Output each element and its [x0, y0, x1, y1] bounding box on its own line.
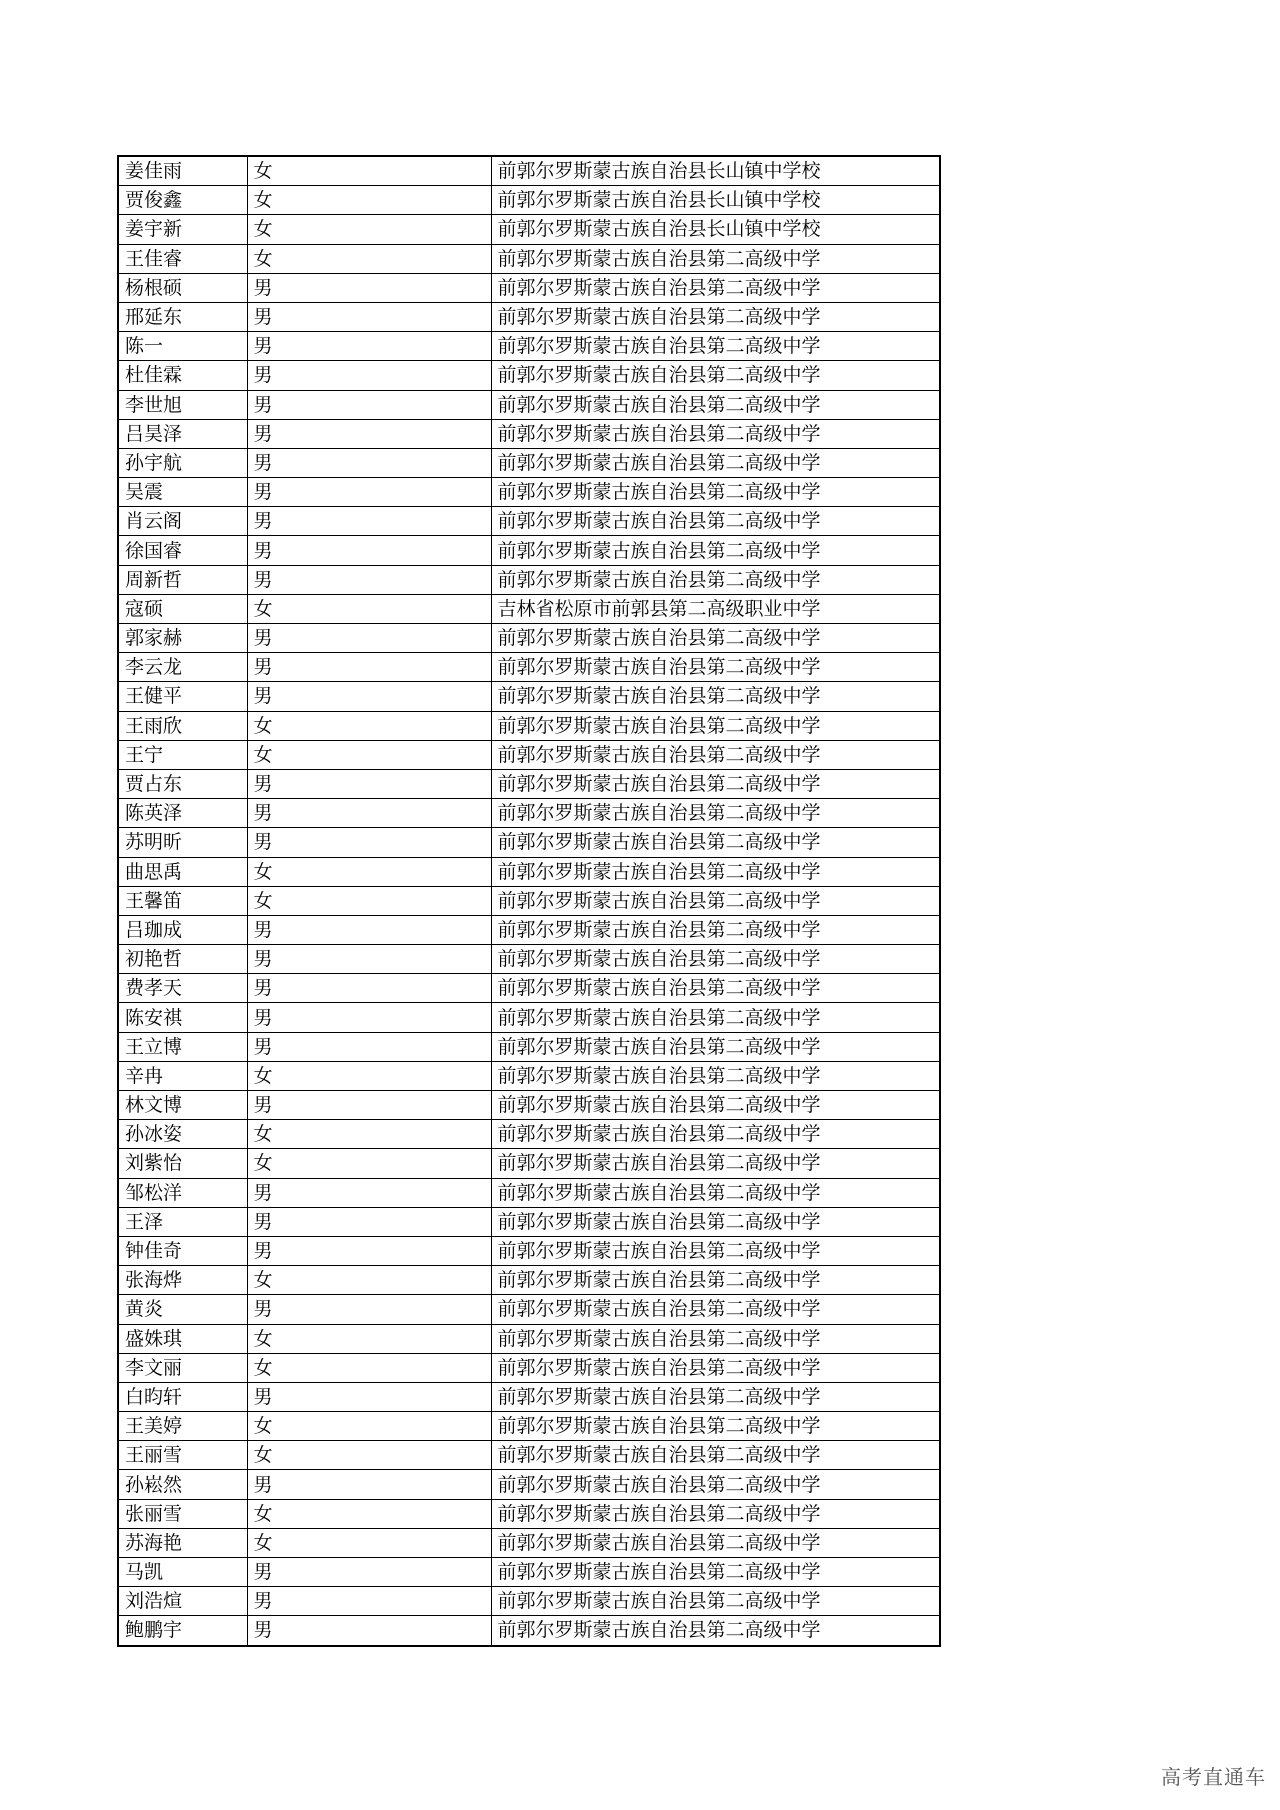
gender-cell: 男: [247, 1236, 491, 1265]
school-cell: 前郭尔罗斯蒙古族自治县第二高级中学: [491, 1149, 940, 1178]
gender-cell: 男: [247, 1558, 491, 1587]
school-cell: 前郭尔罗斯蒙古族自治县第二高级中学: [491, 1587, 940, 1616]
gender-cell: 女: [247, 1266, 491, 1295]
student-name-cell: 李文丽: [118, 1353, 247, 1382]
gender-cell: 男: [247, 1587, 491, 1616]
student-name-cell: 吕昊泽: [118, 419, 247, 448]
table-row: [118, 1528, 940, 1557]
table-row: [118, 1149, 940, 1178]
student-name-cell: 辛冉: [118, 1061, 247, 1090]
student-name-cell: 王雨欣: [118, 711, 247, 740]
table-row: [118, 1412, 940, 1441]
student-name-cell: 刘紫怡: [118, 1149, 247, 1178]
student-name-cell: 孙冰姿: [118, 1120, 247, 1149]
school-cell: 前郭尔罗斯蒙古族自治县第二高级中学: [491, 1528, 940, 1557]
gender-cell: 女: [247, 1149, 491, 1178]
gender-cell: 男: [247, 565, 491, 594]
table-row: [118, 799, 940, 828]
table-row: [118, 156, 940, 186]
student-name-cell: 林文博: [118, 1091, 247, 1120]
school-cell: 前郭尔罗斯蒙古族自治县第二高级中学: [491, 1558, 940, 1587]
school-cell: 吉林省松原市前郭县第二高级职业中学: [491, 594, 940, 623]
gender-cell: 女: [247, 156, 491, 186]
table-row: [118, 857, 940, 886]
student-name-cell: 郭家赫: [118, 624, 247, 653]
table-row: [118, 594, 940, 623]
gender-cell: 男: [247, 915, 491, 944]
table-row: [118, 1558, 940, 1587]
student-name-cell: 苏明昕: [118, 828, 247, 857]
gender-cell: 男: [247, 1178, 491, 1207]
student-name-cell: 贾俊鑫: [118, 186, 247, 215]
gender-cell: 女: [247, 1324, 491, 1353]
school-cell: 前郭尔罗斯蒙古族自治县长山镇中学校: [491, 186, 940, 215]
school-cell: 前郭尔罗斯蒙古族自治县第二高级中学: [491, 1032, 940, 1061]
table-row: [118, 1382, 940, 1411]
student-roster-table: [117, 155, 941, 1647]
table-row: [118, 886, 940, 915]
table-row: [118, 711, 940, 740]
student-name-cell: 盛姝琪: [118, 1324, 247, 1353]
school-cell: 前郭尔罗斯蒙古族自治县第二高级中学: [491, 273, 940, 302]
gender-cell: 女: [247, 1353, 491, 1382]
gender-cell: 男: [247, 1382, 491, 1411]
gender-cell: 男: [247, 1032, 491, 1061]
student-name-cell: 王馨笛: [118, 886, 247, 915]
student-name-cell: 徐国睿: [118, 536, 247, 565]
table-row: [118, 302, 940, 331]
table-row: [118, 478, 940, 507]
student-name-cell: 王美婷: [118, 1412, 247, 1441]
gender-cell: 男: [247, 419, 491, 448]
table-row: [118, 1178, 940, 1207]
gender-cell: 男: [247, 945, 491, 974]
gender-cell: 女: [247, 594, 491, 623]
table-row: [118, 273, 940, 302]
school-cell: 前郭尔罗斯蒙古族自治县第二高级中学: [491, 1382, 940, 1411]
watermark-text: 高考直通车: [1161, 1765, 1266, 1789]
gender-cell: 男: [247, 1091, 491, 1120]
school-cell: 前郭尔罗斯蒙古族自治县第二高级中学: [491, 974, 940, 1003]
student-name-cell: 王立博: [118, 1032, 247, 1061]
gender-cell: 女: [247, 1441, 491, 1470]
student-name-cell: 陈安祺: [118, 1003, 247, 1032]
school-cell: 前郭尔罗斯蒙古族自治县第二高级中学: [491, 769, 940, 798]
student-name-cell: 孙宇航: [118, 448, 247, 477]
school-cell: 前郭尔罗斯蒙古族自治县第二高级中学: [491, 1207, 940, 1236]
table-row: [118, 915, 940, 944]
student-name-cell: 贾占东: [118, 769, 247, 798]
table-row: [118, 1324, 940, 1353]
student-name-cell: 姜佳雨: [118, 156, 247, 186]
gender-cell: 女: [247, 244, 491, 273]
table-row: [118, 1353, 940, 1382]
gender-cell: 男: [247, 390, 491, 419]
school-cell: 前郭尔罗斯蒙古族自治县第二高级中学: [491, 1120, 940, 1149]
school-cell: 前郭尔罗斯蒙古族自治县第二高级中学: [491, 1499, 940, 1528]
gender-cell: 男: [247, 1003, 491, 1032]
gender-cell: 女: [247, 1061, 491, 1090]
student-name-cell: 杨根硕: [118, 273, 247, 302]
table-row: [118, 1091, 940, 1120]
gender-cell: 男: [247, 799, 491, 828]
table-row: [118, 215, 940, 244]
student-name-cell: 孙崧然: [118, 1470, 247, 1499]
table-row: [118, 769, 940, 798]
gender-cell: 男: [247, 1207, 491, 1236]
school-cell: 前郭尔罗斯蒙古族自治县第二高级中学: [491, 332, 940, 361]
gender-cell: 男: [247, 1295, 491, 1324]
school-cell: 前郭尔罗斯蒙古族自治县第二高级中学: [491, 1470, 940, 1499]
school-cell: 前郭尔罗斯蒙古族自治县第二高级中学: [491, 886, 940, 915]
school-cell: 前郭尔罗斯蒙古族自治县第二高级中学: [491, 302, 940, 331]
gender-cell: 男: [247, 974, 491, 1003]
school-cell: 前郭尔罗斯蒙古族自治县第二高级中学: [491, 740, 940, 769]
student-name-cell: 张海烨: [118, 1266, 247, 1295]
table-row: [118, 1032, 940, 1061]
gender-cell: 男: [247, 828, 491, 857]
gender-cell: 男: [247, 1470, 491, 1499]
gender-cell: 男: [247, 682, 491, 711]
gender-cell: 男: [247, 653, 491, 682]
school-cell: 前郭尔罗斯蒙古族自治县第二高级中学: [491, 1616, 940, 1646]
table-row: [118, 1499, 940, 1528]
school-cell: 前郭尔罗斯蒙古族自治县第二高级中学: [491, 419, 940, 448]
table-row: [118, 624, 940, 653]
table-row: [118, 186, 940, 215]
gender-cell: 男: [247, 507, 491, 536]
gender-cell: 男: [247, 478, 491, 507]
student-name-cell: 邹松洋: [118, 1178, 247, 1207]
school-cell: 前郭尔罗斯蒙古族自治县第二高级中学: [491, 1295, 940, 1324]
gender-cell: 男: [247, 332, 491, 361]
school-cell: 前郭尔罗斯蒙古族自治县长山镇中学校: [491, 156, 940, 186]
table-row: [118, 1441, 940, 1470]
table-row: [118, 448, 940, 477]
gender-cell: 女: [247, 886, 491, 915]
school-cell: 前郭尔罗斯蒙古族自治县第二高级中学: [491, 1091, 940, 1120]
school-cell: 前郭尔罗斯蒙古族自治县第二高级中学: [491, 682, 940, 711]
school-cell: 前郭尔罗斯蒙古族自治县第二高级中学: [491, 828, 940, 857]
student-name-cell: 王健平: [118, 682, 247, 711]
school-cell: 前郭尔罗斯蒙古族自治县第二高级中学: [491, 1353, 940, 1382]
student-name-cell: 马凯: [118, 1558, 247, 1587]
table-row: [118, 536, 940, 565]
student-name-cell: 杜佳霖: [118, 361, 247, 390]
table-row: [118, 332, 940, 361]
student-name-cell: 钟佳奇: [118, 1236, 247, 1265]
student-name-cell: 曲思禹: [118, 857, 247, 886]
student-name-cell: 张丽雪: [118, 1499, 247, 1528]
table-row: [118, 1616, 940, 1646]
student-name-cell: 黄炎: [118, 1295, 247, 1324]
student-name-cell: 费孝天: [118, 974, 247, 1003]
school-cell: 前郭尔罗斯蒙古族自治县第二高级中学: [491, 536, 940, 565]
student-name-cell: 邢延东: [118, 302, 247, 331]
student-name-cell: 刘浩煊: [118, 1587, 247, 1616]
student-name-cell: 苏海艳: [118, 1528, 247, 1557]
table-row: [118, 390, 940, 419]
school-cell: 前郭尔罗斯蒙古族自治县第二高级中学: [491, 1178, 940, 1207]
table-row: [118, 828, 940, 857]
school-cell: 前郭尔罗斯蒙古族自治县第二高级中学: [491, 1441, 940, 1470]
school-cell: 前郭尔罗斯蒙古族自治县第二高级中学: [491, 361, 940, 390]
gender-cell: 男: [247, 536, 491, 565]
school-cell: 前郭尔罗斯蒙古族自治县第二高级中学: [491, 653, 940, 682]
school-cell: 前郭尔罗斯蒙古族自治县第二高级中学: [491, 244, 940, 273]
student-name-cell: 初艳哲: [118, 945, 247, 974]
gender-cell: 女: [247, 186, 491, 215]
school-cell: 前郭尔罗斯蒙古族自治县长山镇中学校: [491, 215, 940, 244]
student-name-cell: 吕珈成: [118, 915, 247, 944]
table-row: [118, 945, 940, 974]
student-name-cell: 吴震: [118, 478, 247, 507]
gender-cell: 女: [247, 1412, 491, 1441]
table-row: [118, 1587, 940, 1616]
table-row: [118, 682, 940, 711]
school-cell: 前郭尔罗斯蒙古族自治县第二高级中学: [491, 390, 940, 419]
table-row: [118, 740, 940, 769]
student-name-cell: 王佳睿: [118, 244, 247, 273]
table-row: [118, 1236, 940, 1265]
school-cell: 前郭尔罗斯蒙古族自治县第二高级中学: [491, 1236, 940, 1265]
gender-cell: 男: [247, 624, 491, 653]
school-cell: 前郭尔罗斯蒙古族自治县第二高级中学: [491, 1324, 940, 1353]
table-row: [118, 1003, 940, 1032]
table-row: [118, 1207, 940, 1236]
table-row: [118, 1470, 940, 1499]
table-row: [118, 1120, 940, 1149]
roster-body: [118, 156, 940, 1646]
student-name-cell: 陈一: [118, 332, 247, 361]
gender-cell: 男: [247, 1616, 491, 1646]
table-row: [118, 653, 940, 682]
school-cell: 前郭尔罗斯蒙古族自治县第二高级中学: [491, 1061, 940, 1090]
school-cell: 前郭尔罗斯蒙古族自治县第二高级中学: [491, 624, 940, 653]
gender-cell: 女: [247, 740, 491, 769]
student-name-cell: 王丽雪: [118, 1441, 247, 1470]
gender-cell: 男: [247, 769, 491, 798]
student-name-cell: 白昀轩: [118, 1382, 247, 1411]
school-cell: 前郭尔罗斯蒙古族自治县第二高级中学: [491, 945, 940, 974]
school-cell: 前郭尔罗斯蒙古族自治县第二高级中学: [491, 478, 940, 507]
table-row: [118, 419, 940, 448]
school-cell: 前郭尔罗斯蒙古族自治县第二高级中学: [491, 507, 940, 536]
student-name-cell: 王宁: [118, 740, 247, 769]
student-name-cell: 寇硕: [118, 594, 247, 623]
student-name-cell: 李云龙: [118, 653, 247, 682]
school-cell: 前郭尔罗斯蒙古族自治县第二高级中学: [491, 799, 940, 828]
student-name-cell: 周新哲: [118, 565, 247, 594]
student-name-cell: 肖云阁: [118, 507, 247, 536]
table-row: [118, 244, 940, 273]
school-cell: 前郭尔罗斯蒙古族自治县第二高级中学: [491, 711, 940, 740]
student-name-cell: 姜宇新: [118, 215, 247, 244]
school-cell: 前郭尔罗斯蒙古族自治县第二高级中学: [491, 915, 940, 944]
table-row: [118, 1266, 940, 1295]
gender-cell: 女: [247, 215, 491, 244]
gender-cell: 女: [247, 1528, 491, 1557]
table-row: [118, 1061, 940, 1090]
student-name-cell: 李世旭: [118, 390, 247, 419]
school-cell: 前郭尔罗斯蒙古族自治县第二高级中学: [491, 448, 940, 477]
table-row: [118, 1295, 940, 1324]
gender-cell: 女: [247, 857, 491, 886]
table-row: [118, 565, 940, 594]
student-name-cell: 陈英泽: [118, 799, 247, 828]
student-name-cell: 鲍鹏宇: [118, 1616, 247, 1646]
gender-cell: 男: [247, 273, 491, 302]
school-cell: 前郭尔罗斯蒙古族自治县第二高级中学: [491, 857, 940, 886]
gender-cell: 男: [247, 448, 491, 477]
gender-cell: 女: [247, 1120, 491, 1149]
school-cell: 前郭尔罗斯蒙古族自治县第二高级中学: [491, 1266, 940, 1295]
gender-cell: 男: [247, 361, 491, 390]
table-row: [118, 507, 940, 536]
gender-cell: 男: [247, 302, 491, 331]
school-cell: 前郭尔罗斯蒙古族自治县第二高级中学: [491, 1412, 940, 1441]
school-cell: 前郭尔罗斯蒙古族自治县第二高级中学: [491, 1003, 940, 1032]
table-row: [118, 974, 940, 1003]
school-cell: 前郭尔罗斯蒙古族自治县第二高级中学: [491, 565, 940, 594]
gender-cell: 女: [247, 711, 491, 740]
student-name-cell: 王泽: [118, 1207, 247, 1236]
table-row: [118, 361, 940, 390]
gender-cell: 女: [247, 1499, 491, 1528]
